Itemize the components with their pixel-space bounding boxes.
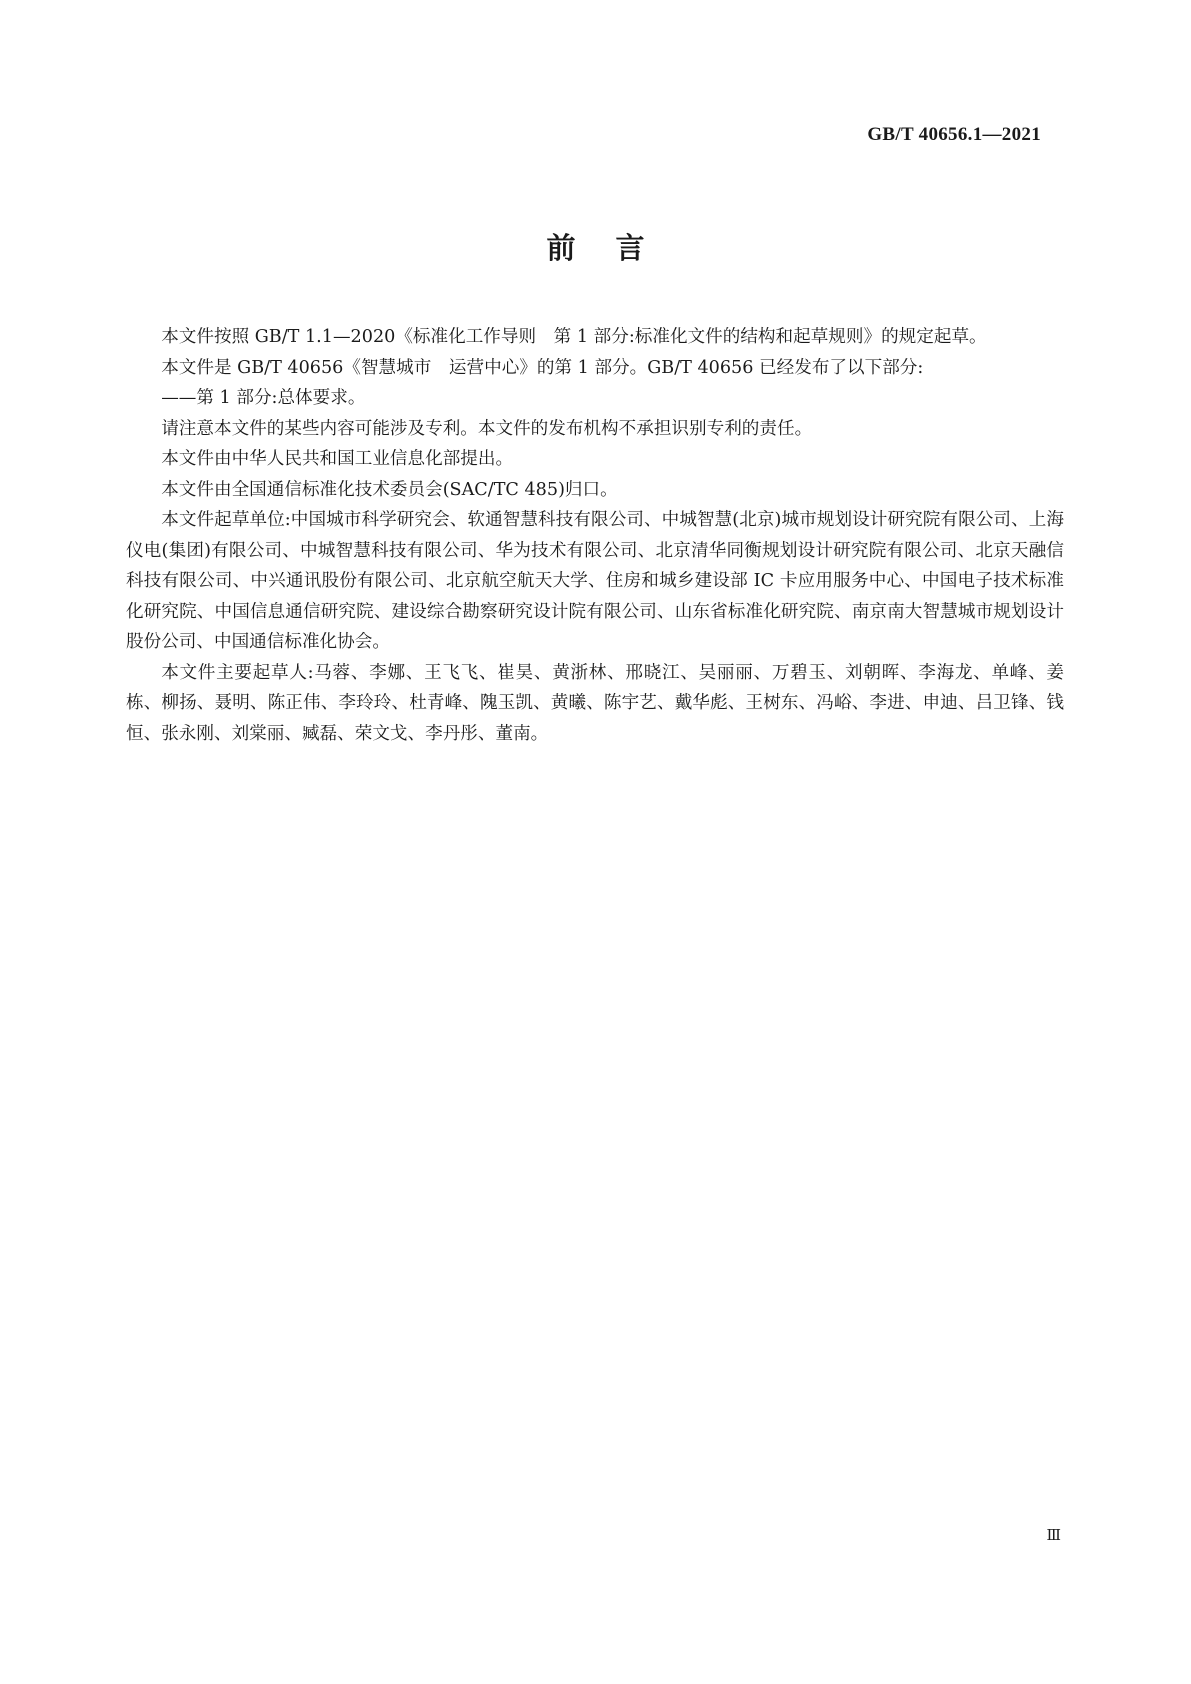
paragraph-drafting-rules: 本文件按照 GB/T 1.1—2020《标准化工作导则 第 1 部分:标准化文件的结构和起草规则》的规定起草。 [161, 327, 987, 347]
page-number: Ⅲ [1046, 1528, 1061, 1544]
foreword-body [126, 322, 1064, 749]
page-title: 前言 [546, 231, 685, 265]
paragraph-committee: 本文件由全国通信标准化技术委员会(SAC/TC 485)归口。 [161, 479, 618, 500]
paragraph-patent-notice: 请注意本文件的某些内容可能涉及专利。本文件的发布机构不承担识别专利的责任。 [161, 418, 813, 439]
paragraph-proposer: 本文件由中华人民共和国工业信息化部提出。 [161, 449, 514, 469]
standard-code: GB/T 40656.1—2021 [867, 124, 1041, 145]
list-item-part-1: ——第 1 部分:总体要求。 [161, 388, 366, 408]
paragraph-drafters: 本文件主要起草人:马蓉、李娜、王飞飞、崔昊、黄浙林、邢晓江、吴丽丽、万碧玉、刘朝晖、李海龙、单峰、姜栋、柳扬、聂明、陈正伟、李玲玲、杜青峰、隗玉凯、黄曦、陈宇艺、戴华彪、王树东、冯峪、李进、申迪、吕卫锋、钱恒、张永刚、刘棠丽、臧磊、荣文戈、李丹彤、董南。 [126, 662, 1064, 744]
paragraph-drafting-units: 本文件起草单位:中国城市科学研究会、软通智慧科技有限公司、中城智慧(北京)城市规划设计研究院有限公司、上海仪电(集团)有限公司、中城智慧科技有限公司、华为技术有限公司、北京清华同衡规划设计研究院有限公司、北京天融信科技有限公司、中兴通讯股份有限公司、北京航空航天大学、住房和城乡建设部 IC 卡应用服务中心、中国电子技术标准化研究院、中国信息通信研究院、建设综合勘察研究设计院有限公司、山东省标准化研究院、南京南大智慧城市规划设计股份公司、中国通信标准化协会。 [126, 510, 1064, 652]
paragraph-part-info: 本文件是 GB/T 40656《智慧城市 运营中心》的第 1 部分。GB/T 40656 已经发布了以下部分: [161, 357, 924, 378]
